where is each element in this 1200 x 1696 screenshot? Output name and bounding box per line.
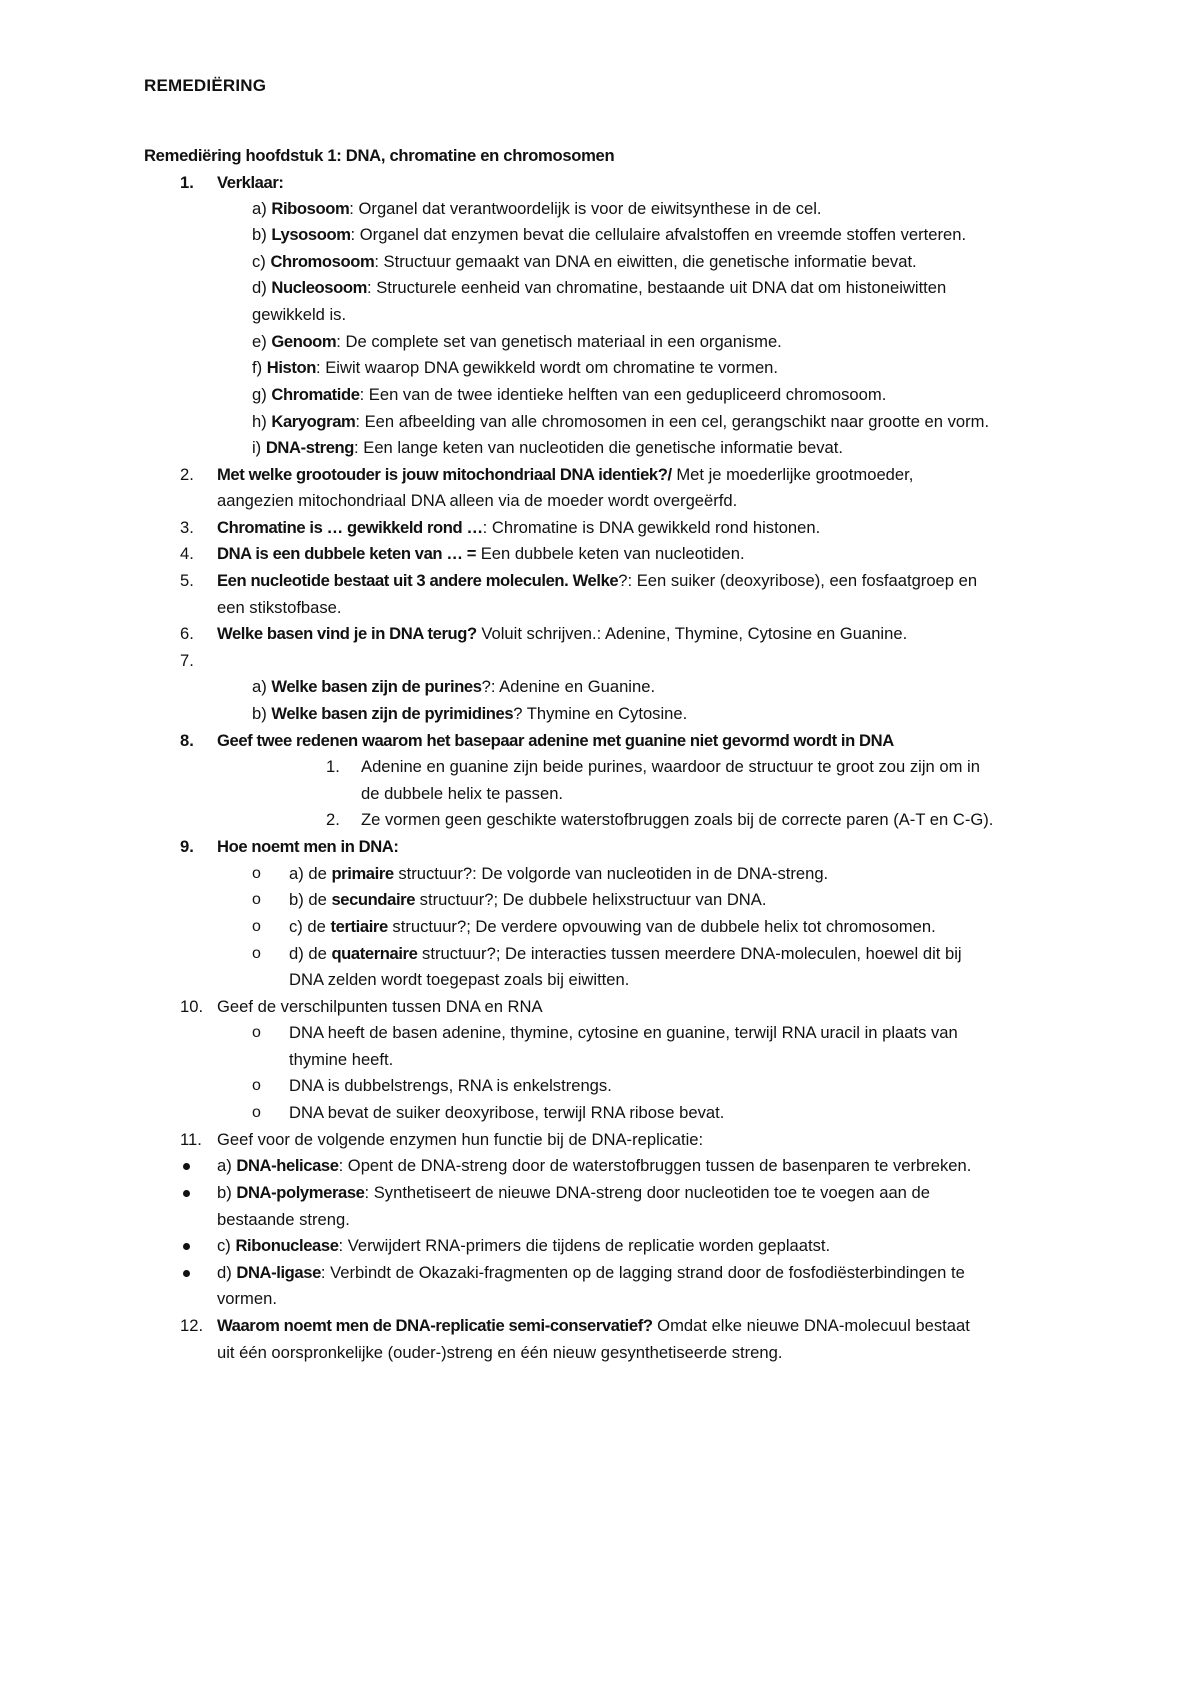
answer-continuation: een stikstofbase. [217,598,342,617]
difference-continuation: thymine heeft. [289,1050,394,1069]
enzyme-item: a) DNA-helicase: Opent de DNA-streng door de waterstofbruggen tussen de basenparen te verbreken. [0,1153,1200,1179]
answer-text: ?: Een suiker (deoxyribose), een fosfaatgroep en [618,571,978,590]
reason-number: 2. [326,810,340,829]
difference-item: o DNA heeft de basen adenine, thymine, cytosine en guanine, terwijl RNA uracil in plaats van [0,1020,1200,1046]
question-text: Geef twee redenen waarom het basepaar adenine met guanine niet gevormd wordt in DNA [217,731,894,750]
definition-item: e) Genoom: De complete set van genetisch materiaal in een organisme. [252,332,782,351]
structure-term: tertiaire [330,917,388,936]
question-text: Chromatine is … gewikkeld rond … [217,518,483,537]
subquestion-text: Welke basen zijn de pyrimidines [271,704,514,723]
question-2 [0,462,1200,488]
definition-item: a) Ribosoom: Organel dat verantwoordelijk is voor de eiwitsynthese in de cel. [252,199,822,218]
reason-continuation: de dubbele helix te passen. [361,784,564,803]
bullet-dot-icon [183,1270,190,1277]
structure-term: primaire [331,864,394,883]
structure-item: o c) de tertiaire structuur?; De verdere opvouwing van de dubbele helix tot chromosomen. [0,914,1200,940]
definition-term: Genoom [271,332,337,351]
enzyme-continuation: bestaande streng. [217,1210,350,1229]
question-3 [0,515,1200,541]
definition-term: Chromosoom [270,252,375,271]
definition-text: : Organel dat verantwoordelijk is voor de eiwitsynthese in de cel. [349,199,822,218]
question-number: 5. [180,571,194,590]
enzyme-item: b) DNA-polymerase: Synthetiseert de nieuwe DNA-streng door nucleotiden toe te voegen aan de [0,1180,1200,1206]
question-text: Verklaar: [217,173,284,192]
bullet-dot-icon [183,1190,190,1197]
definition-term: Nucleosoom [271,278,367,297]
bullet-circle-icon: o [252,1077,261,1094]
definition-text: : Organel dat enzymen bevat die cellulaire afvalstoffen en vreemde stoffen verteren. [350,225,967,244]
structure-item: o d) de quaternaire structuur?; De interacties tussen meerdere DNA-moleculen, hoewel dit bij [0,941,1200,967]
structure-term: quaternaire [331,944,418,963]
answer-text: Met je moederlijke grootmoeder, [671,465,914,484]
bullet-circle-icon: o [252,891,261,908]
question-number: 9. [180,837,194,856]
question-text: Geef de verschilpunten tussen DNA en RNA [217,997,543,1016]
question-text: Met welke grootouder is jouw mitochondriaal DNA identiek?/ [217,465,672,484]
bullet-dot-icon [183,1243,190,1250]
enzyme-term: Ribonuclease [235,1236,339,1255]
question-number: 6. [180,624,194,643]
enzyme-item: d) DNA-ligase: Verbindt de Okazaki-fragmenten op de lagging strand door de fosfodiësterbindingen te [0,1260,1200,1286]
bullet-circle-icon: o [252,1104,261,1121]
question-number: 7. [180,651,194,670]
bullet-circle-icon: o [252,945,261,962]
enzyme-term: DNA-polymerase [236,1183,365,1202]
enzyme-continuation: vormen. [217,1289,277,1308]
subquestion-item: a) Welke basen zijn de purines?: Adenine en Guanine. [252,677,656,696]
answer-continuation: aangezien mitochondriaal DNA alleen via de moeder wordt overgeërfd. [217,491,738,510]
question-1 [0,170,1200,196]
structure-term: secundaire [331,890,416,909]
question-number: 10. [180,997,204,1016]
question-number: 12. [180,1316,204,1335]
answer-text: ?: Adenine en Guanine. [481,677,656,696]
definition-term: Karyogram [271,412,356,431]
reason-item [0,807,1200,833]
answer-text: ? Thymine en Cytosine. [513,704,688,723]
question-number: 3. [180,518,194,537]
answer-text: : Chromatine is DNA gewikkeld rond histonen. [482,518,821,537]
bullet-circle-icon: o [252,918,261,935]
definition-term: Ribosoom [271,199,350,218]
question-6 [0,621,1200,647]
answer-text: Een dubbele keten van nucleotiden. [476,544,745,563]
question-number: 1. [180,173,194,192]
chapter-heading: Remediëring hoofdstuk 1: DNA, chromatine en chromosomen [144,146,615,165]
question-11 [0,1127,1200,1153]
difference-item: o DNA bevat de suiker deoxyribose, terwijl RNA ribose bevat. [0,1100,1200,1126]
question-text: Welke basen vind je in DNA terug? [217,624,477,643]
difference-item: o DNA is dubbelstrengs, RNA is enkelstrengs. [0,1073,1200,1099]
definition-item: d) Nucleosoom: Structurele eenheid van chromatine, bestaande uit DNA dat om histoneiwitten [252,278,947,297]
question-number: 11. [180,1130,202,1149]
definition-text: : Structurele eenheid van chromatine, bestaande uit DNA dat om histoneiwitten [366,278,947,297]
definition-text: : Structuur gemaakt van DNA en eiwitten, die genetische informatie bevat. [374,252,917,271]
enzyme-term: DNA-helicase [236,1156,339,1175]
question-12 [0,1313,1200,1339]
definition-item: f) Histon: Eiwit waarop DNA gewikkeld wordt om chromatine te vormen. [252,358,779,377]
question-10 [0,994,1200,1020]
bullet-circle-icon: o [252,865,261,882]
answer-text: Omdat elke nieuwe DNA-molecuul bestaat [652,1316,970,1335]
definition-term: Chromatide [271,385,360,404]
reason-text: Adenine en guanine zijn beide purines, waardoor de structuur te groot zou zijn om in [361,757,980,776]
question-number: 4. [180,544,194,563]
question-8 [0,728,1200,754]
definition-term: DNA-streng [265,438,355,457]
question-text: Waarom noemt men de DNA-replicatie semi-conservatief? [217,1316,653,1335]
structure-item: o b) de secundaire structuur?; De dubbele helixstructuur van DNA. [0,887,1200,913]
subquestion-item: b) Welke basen zijn de pyrimidines? Thymine en Cytosine. [252,704,688,723]
definition-item: i) DNA-streng: Een lange keten van nucleotiden die genetische informatie bevat. [252,438,843,457]
question-text: Hoe noemt men in DNA: [217,837,399,856]
definition-text: : Een afbeelding van alle chromosomen in een cel, gerangschikt naar grootte en vorm. [355,412,990,431]
enzyme-item: c) Ribonuclease: Verwijdert RNA-primers die tijdens de replicatie worden geplaatst. [0,1233,1200,1259]
definition-text: : Een lange keten van nucleotiden die genetische informatie bevat. [354,438,843,457]
definition-item: c) Chromosoom: Structuur gemaakt van DNA en eiwitten, die genetische informatie bevat. [252,252,917,271]
subquestion-text: Welke basen zijn de purines [271,677,482,696]
structure-item: o a) de primaire structuur?: De volgorde van nucleotiden in de DNA-streng. [0,861,1200,887]
answer-continuation: uit één oorspronkelijke (ouder-)streng en één nieuw gesynthetiseerde streng. [217,1343,783,1362]
definition-text: : Een van de twee identieke helften van een gedupliceerd chromosoom. [359,385,887,404]
reason-item [0,754,1200,780]
reason-number: 1. [326,757,340,776]
definition-text: : De complete set van genetisch materiaal in een organisme. [336,332,782,351]
answer-text: Voluit schrijven.: Adenine, Thymine, Cytosine en Guanine. [476,624,908,643]
definition-text: : Eiwit waarop DNA gewikkeld wordt om chromatine te vormen. [315,358,779,377]
question-text: Geef voor de volgende enzymen hun functie bij de DNA-replicatie: [217,1130,704,1149]
document-title: REMEDIËRING [144,76,267,95]
question-number: 2. [180,465,194,484]
question-7 [0,648,1200,674]
question-text: DNA is een dubbele keten van … = [217,544,477,563]
definition-item: h) Karyogram: Een afbeelding van alle chromosomen in een cel, gerangschikt naar grootte en vorm. [252,412,990,431]
question-text: Een nucleotide bestaat uit 3 andere moleculen. Welke [217,571,619,590]
definition-term: Histon [266,358,316,377]
question-5 [0,568,1200,594]
enzyme-term: DNA-ligase [236,1263,321,1282]
definition-item: g) Chromatide: Een van de twee identieke helften van een gedupliceerd chromosoom. [252,385,887,404]
question-number: 8. [180,731,194,750]
question-9 [0,834,1200,860]
reason-text: Ze vormen geen geschikte waterstofbruggen zoals bij de correcte paren (A-T en C-G). [361,810,994,829]
definition-continuation: gewikkeld is. [252,305,347,324]
bullet-dot-icon [183,1163,190,1170]
definition-item: b) Lysosoom: Organel dat enzymen bevat die cellulaire afvalstoffen en vreemde stoffen verteren. [252,225,967,244]
structure-continuation: DNA zelden wordt toegepast zoals bij eiwitten. [289,970,630,989]
question-4 [0,541,1200,567]
definition-term: Lysosoom [271,225,351,244]
bullet-circle-icon: o [252,1024,261,1041]
